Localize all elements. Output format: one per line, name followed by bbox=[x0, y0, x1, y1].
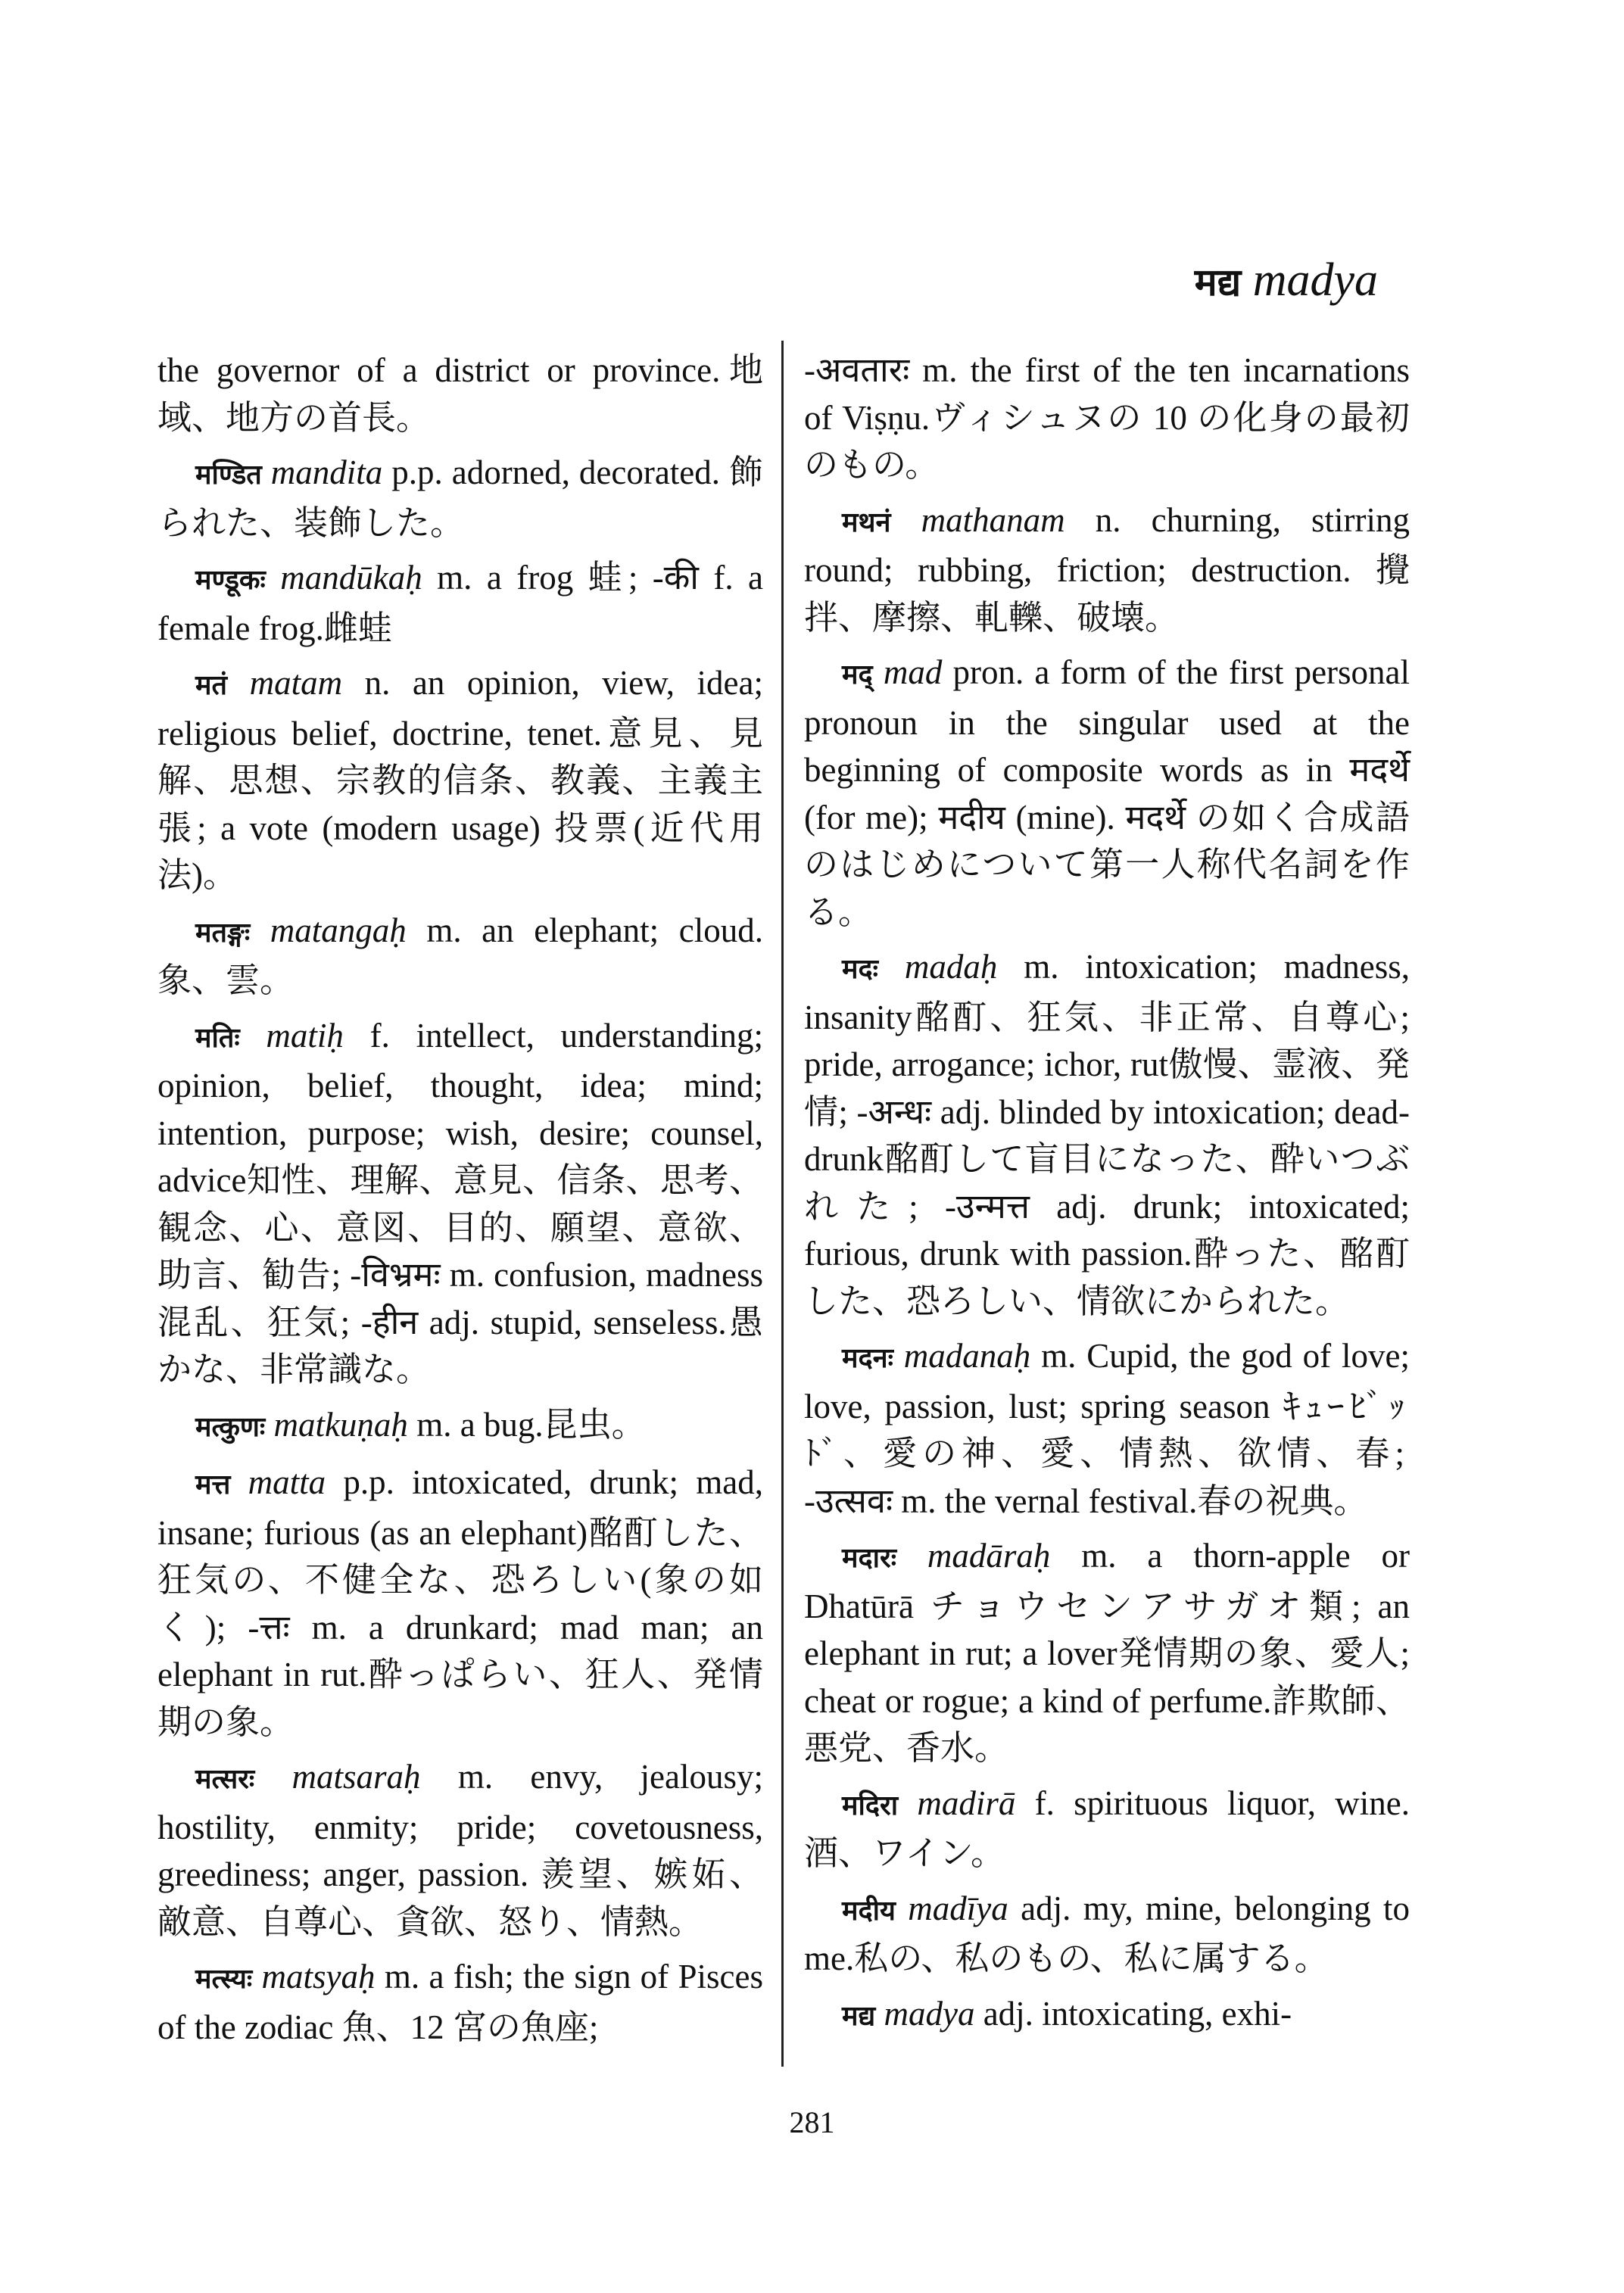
running-header bbox=[1195, 250, 1378, 313]
dictionary-entry bbox=[804, 649, 1410, 936]
entry-devanagari: मण्डित bbox=[195, 460, 262, 491]
entry-definition: m. Cupid, the god of love; love, passion, lust; spring season ｷｭｰﾋﾞｯﾄﾞ、愛の神、愛、情熱、欲情、春; -उत्सवः m. the vernal festival.春の祝典。 bbox=[804, 1337, 1410, 1520]
entry-headword: matta bbox=[248, 1463, 326, 1501]
dictionary-entry bbox=[804, 1780, 1410, 1877]
page-number: 281 bbox=[789, 2105, 835, 2139]
entry-devanagari: मत्सरः bbox=[195, 1764, 255, 1795]
entry-headword: madīya bbox=[908, 1889, 1008, 1927]
dictionary-entry bbox=[157, 449, 763, 547]
entry-headword: madaḥ bbox=[904, 948, 998, 986]
entry-devanagari: मतङ्गः bbox=[195, 917, 251, 949]
dictionary-entry bbox=[157, 347, 763, 441]
dictionary-entry bbox=[157, 1953, 763, 2051]
entry-headword: matangaḥ bbox=[270, 911, 407, 949]
entry-definition: f. spirituous liquor, wine. 酒、ワイン。 bbox=[804, 1784, 1410, 1872]
entry-headword: matiḥ bbox=[266, 1016, 344, 1055]
entry-devanagari: मत्स्यः bbox=[195, 1964, 253, 1995]
dictionary-entry bbox=[804, 497, 1410, 642]
entry-definition: the governor of a district or province.地域、地方の首長。 bbox=[157, 351, 763, 437]
entry-devanagari: मद् bbox=[842, 659, 873, 690]
entry-devanagari: मदारः bbox=[842, 1543, 896, 1574]
entry-devanagari: मण्डूकः bbox=[195, 565, 266, 596]
entry-devanagari: मदीय bbox=[842, 1895, 896, 1927]
header-devanagari: मद्य bbox=[1194, 260, 1242, 304]
dictionary-entry bbox=[157, 1401, 763, 1452]
left-column bbox=[157, 347, 763, 2058]
entry-definition: pron. a form of the first personal pronoun in the singular used at the beginning of composite words as in मदर्थे (for me); मदीय (mine). मदर्थे の如く合成語のはじめについて第一人称代名詞を作る。 bbox=[804, 653, 1410, 931]
entry-devanagari: मथनं bbox=[842, 506, 891, 538]
entry-devanagari: मत्कुणः bbox=[195, 1411, 266, 1443]
entry-headword: matam bbox=[249, 664, 343, 702]
entry-definition: adj. intoxicating, exhi- bbox=[974, 1994, 1292, 2033]
entry-headword: mathanam bbox=[921, 500, 1065, 539]
entry-headword: madāraḥ bbox=[927, 1537, 1051, 1575]
dictionary-entry bbox=[804, 1885, 1410, 1983]
entry-headword: matsaraḥ bbox=[291, 1758, 421, 1796]
entry-definition: m. a frog 蛙; -की f. a female frog.雌蛙 bbox=[157, 559, 764, 647]
entry-definition: m. a bug.昆虫。 bbox=[407, 1405, 646, 1444]
entry-devanagari: मदः bbox=[842, 954, 878, 985]
entry-headword: matsyaḥ bbox=[261, 1958, 376, 1995]
header-roman: madya bbox=[1252, 254, 1378, 306]
entry-devanagari: मतिः bbox=[195, 1022, 240, 1054]
entry-definition: m. an elephant; cloud. 象、雲。 bbox=[157, 911, 763, 999]
entry-definition: p.p. adorned, decorated. 飾られた、装飾した。 bbox=[157, 453, 764, 542]
dictionary-entry bbox=[804, 1532, 1410, 1772]
entry-devanagari: मदिरा bbox=[842, 1790, 899, 1821]
entry-definition: adj. my, mine, belonging to me.私の、私のもの、私に属する。 bbox=[804, 1889, 1410, 1977]
entry-definition: m. intoxication; madness, insanity酩酊、狂気、非正常、自尊心; pride, arrogance; ichor, rut傲慢、霊液、発情; -अन्धः adj. blinded by intoxication; dead-drunk酩酊して盲目になった、酔いつぶれた; -उन्मत्त adj. drunk; intoxicated; furious, drunk with passion.酔った、酩酊した、恐ろしい、情欲にかられた。 bbox=[804, 948, 1410, 1320]
entry-devanagari: मदनः bbox=[842, 1343, 893, 1374]
dictionary-entry bbox=[804, 943, 1410, 1325]
entry-headword: mandita bbox=[270, 453, 383, 491]
entry-definition: -अवतारः m. the first of the ten incarnations of Viṣṇu.ヴィシュヌの 10 の化身の最初のもの。 bbox=[804, 351, 1410, 484]
right-column bbox=[804, 347, 1410, 2048]
dictionary-entry bbox=[804, 1332, 1410, 1525]
entry-definition: n. an opinion, view, idea; religious belief, doctrine, tenet.意見、見解、思想、宗教的信条、教義、主義主張; a vote (modern usage) 投票(近代用法)。 bbox=[157, 664, 764, 894]
entry-devanagari: मतं bbox=[195, 670, 228, 701]
dictionary-entry bbox=[157, 1459, 763, 1746]
entry-definition: f. intellect, understanding; opinion, belief, thought, idea; mind; intention, purpose; wish, desire; counsel, advice知性、理解、意見、信条、思考、観念、心、意図、目的、願望、意欲、助言、勧告; -विभ्रमः m. confusion, madness混乱、狂気; -हीन adj. stupid, senseless.愚かな、非常識な。 bbox=[157, 1016, 764, 1388]
entry-headword: mad bbox=[883, 653, 943, 691]
column-rule bbox=[781, 341, 784, 2067]
entry-headword: madya bbox=[884, 1994, 975, 2033]
dictionary-entry bbox=[804, 347, 1410, 489]
entry-definition: m. envy, jealousy; hostility, enmity; pride; covetousness, greediness; anger, passion. 羨望、嫉妬、敵意、自尊心、貪欲、怒り、情熱。 bbox=[157, 1758, 763, 1941]
dictionary-entry bbox=[157, 659, 763, 899]
dictionary-entry bbox=[157, 907, 763, 1005]
entry-headword: matkuṇaḥ bbox=[273, 1405, 408, 1444]
entry-definition: m. a fish; the sign of Pisces of the zodiac 魚、12 宮の魚座; bbox=[157, 1958, 763, 2046]
entry-devanagari: मत्त bbox=[195, 1469, 231, 1500]
dictionary-entry bbox=[157, 1753, 763, 1946]
entry-headword: madanaḥ bbox=[903, 1337, 1031, 1375]
dictionary-entry bbox=[157, 1012, 763, 1394]
entry-definition: m. a thorn-apple or Dhatūrā チョウセンアサガオ類; an elephant in rut; a lover発情期の象、愛人; cheat or rogue; a kind of perfume.詐欺師、悪党、香水。 bbox=[804, 1537, 1410, 1767]
entry-definition: n. churning, stirring round; rubbing, friction; destruction. 攪拌、摩擦、軋轢、破壊。 bbox=[804, 500, 1410, 637]
dictionary-entry bbox=[804, 1990, 1410, 2041]
entry-definition: p.p. intoxicated, drunk; mad, insane; furious (as an elephant)酩酊した、狂気の、不健全な、恐ろしい(象の如く); -त्तः m. a drunkard; mad man; an elephant in rut.酔っぱらい、狂人、発情期の象。 bbox=[157, 1463, 763, 1741]
entry-headword: mandūkaḥ bbox=[280, 559, 422, 597]
entry-devanagari: मद्य bbox=[842, 2000, 876, 2032]
entry-headword: madirā bbox=[917, 1784, 1016, 1822]
dictionary-entry bbox=[157, 554, 763, 652]
